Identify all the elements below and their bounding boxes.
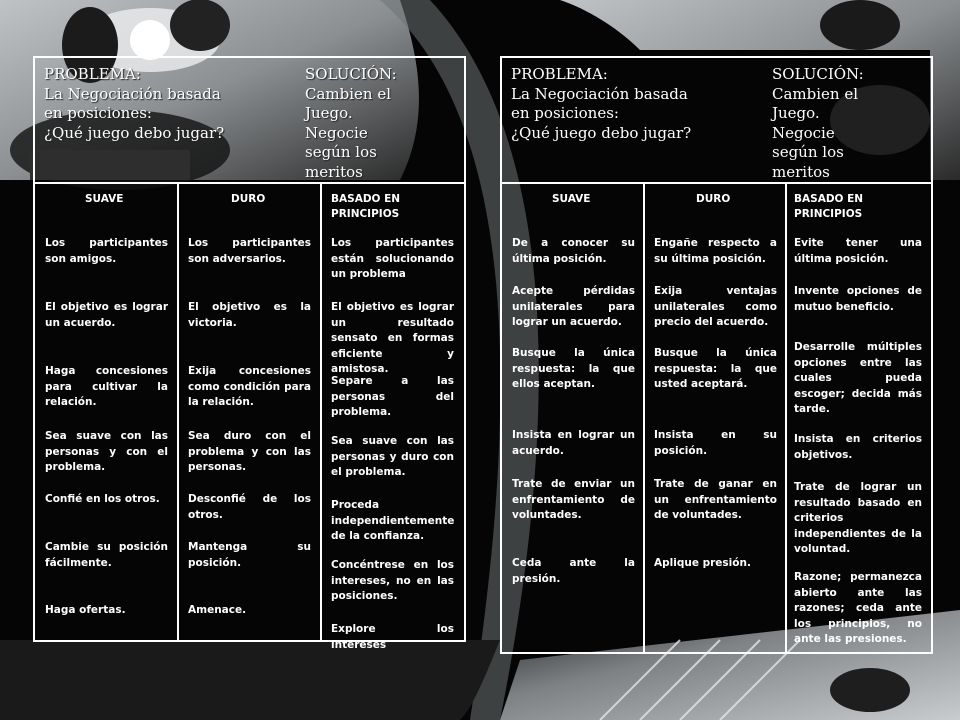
solution-line: según los (305, 143, 377, 161)
list-item: Insista en su posición. (654, 429, 777, 457)
list-item: Ceda ante la presión. (512, 557, 635, 585)
left-table (33, 56, 466, 651)
list-item: Desarrolle múltiples opciones entre las cuales pueda escoger; decida más tarde. (794, 341, 922, 415)
problem-block (511, 65, 691, 143)
list-item: Explore los intereses (331, 623, 454, 651)
table-header (35, 58, 464, 184)
solution-label: SOLUCIÓN: (305, 65, 397, 83)
list-item: Los participantes son amigos. (45, 237, 168, 265)
list-item: Los participantes son adversarios. (188, 237, 311, 265)
solution-line: meritos (305, 162, 363, 181)
list-item: Mantenga su posición. (188, 541, 311, 569)
column-title-duro: DURO (696, 193, 731, 205)
list-item: Insista en lograr un acuerdo. (512, 429, 635, 457)
list-item: Trate de ganar en un enfrentamiento de voluntades. (654, 478, 777, 521)
list-item: Concéntrese en los intereses, no en las posiciones. (331, 559, 454, 602)
problem-line: en posiciones: (44, 104, 152, 122)
problem-label: PROBLEMA: (44, 65, 141, 83)
solution-line: meritos (772, 162, 830, 181)
list-item: Busque la única respuesta: la que ellos aceptan. (512, 347, 635, 390)
list-item: Desconfié de los otros. (188, 493, 311, 521)
solution-label: SOLUCIÓN: (772, 65, 864, 83)
list-item: Insista en criterios objetivos. (794, 433, 922, 461)
list-item: Aplique presión. (654, 557, 751, 569)
problem-line: ¿Qué juego debo jugar? (511, 123, 692, 142)
problem-line: ¿Qué juego debo jugar? (44, 123, 225, 142)
list-item: Sea suave con las personas y duro con el problema. (331, 435, 454, 478)
list-item: Exija concesiones como condición para la relación. (188, 365, 311, 408)
list-item: Razone; permanezca abierto ante las razones; ceda ante los principios, no ante las presiones. (794, 571, 922, 645)
list-item: Los participantes están solucionando un problema (331, 237, 454, 280)
list-item: Invente opciones de mutuo beneficio. (794, 285, 922, 313)
column-title-suave: SUAVE (85, 193, 124, 205)
list-item: Exija ventajas unilaterales como precio del acuerdo. (654, 285, 777, 328)
table-header (502, 58, 931, 184)
list-item: El objetivo es la victoria. (188, 301, 311, 329)
list-item: Separe a las personas del problema. (331, 375, 454, 418)
problem-line: en posiciones: (511, 104, 619, 122)
list-item: Engañe respecto a su última posición. (654, 237, 777, 265)
column-divider (785, 184, 787, 654)
solution-line: Negocie (772, 123, 835, 142)
problem-label: PROBLEMA: (511, 65, 608, 83)
list-item: Trate de enviar un enfrentamiento de voluntades. (512, 478, 635, 521)
right-table (500, 56, 933, 654)
list-item: Sea suave con las personas y con el problema. (45, 430, 168, 473)
problem-line: La Negociación basada (511, 84, 688, 103)
column-title-suave: SUAVE (552, 193, 591, 205)
solution-line: Cambien el (772, 84, 859, 103)
solution-block (305, 65, 397, 182)
column-divider (643, 184, 645, 654)
solution-line: Negocie (305, 123, 368, 142)
solution-line: Juego. (772, 104, 820, 122)
list-item: De a conocer su última posición. (512, 237, 635, 265)
list-item: Proceda independientemente de la confianza. (331, 499, 455, 542)
list-item: Trate de lograr un resultado basado en criterios independientes de la voluntad. (794, 481, 922, 555)
list-item: Confié en los otros. (45, 493, 160, 505)
table-body (502, 184, 931, 652)
list-item: Haga concesiones para cultivar la relación. (45, 365, 168, 408)
solution-line: según los (772, 143, 844, 161)
list-item: Cambie su posición fácilmente. (45, 541, 168, 569)
column-divider (177, 184, 179, 642)
list-item: Acepte pérdidas unilaterales para lograr un acuerdo. (512, 285, 635, 328)
column-divider (320, 184, 322, 642)
solution-block (772, 65, 864, 182)
problem-block (44, 65, 224, 143)
list-item: Evite tener una última posición. (794, 237, 922, 265)
table-body (35, 184, 464, 651)
list-item: El objetivo es lograr un resultado sensato en formas eficiente y amistosa. (331, 301, 454, 375)
problem-line: La Negociación basada (44, 84, 221, 103)
column-title-principios: BASADO EN PRINCIPIOS (794, 193, 864, 220)
list-item: Busque la única respuesta: la que usted aceptará. (654, 347, 777, 390)
column-title-principios: BASADO EN PRINCIPIOS (331, 193, 401, 220)
column-title-duro: DURO (231, 193, 266, 205)
list-item: Haga ofertas. (45, 604, 126, 616)
list-item: Amenace. (188, 604, 247, 616)
solution-line: Juego. (305, 104, 353, 122)
list-item: Sea duro con el problema y con las personas. (188, 430, 311, 473)
solution-line: Cambien el (305, 84, 392, 103)
list-item: El objetivo es lograr un acuerdo. (45, 301, 168, 329)
